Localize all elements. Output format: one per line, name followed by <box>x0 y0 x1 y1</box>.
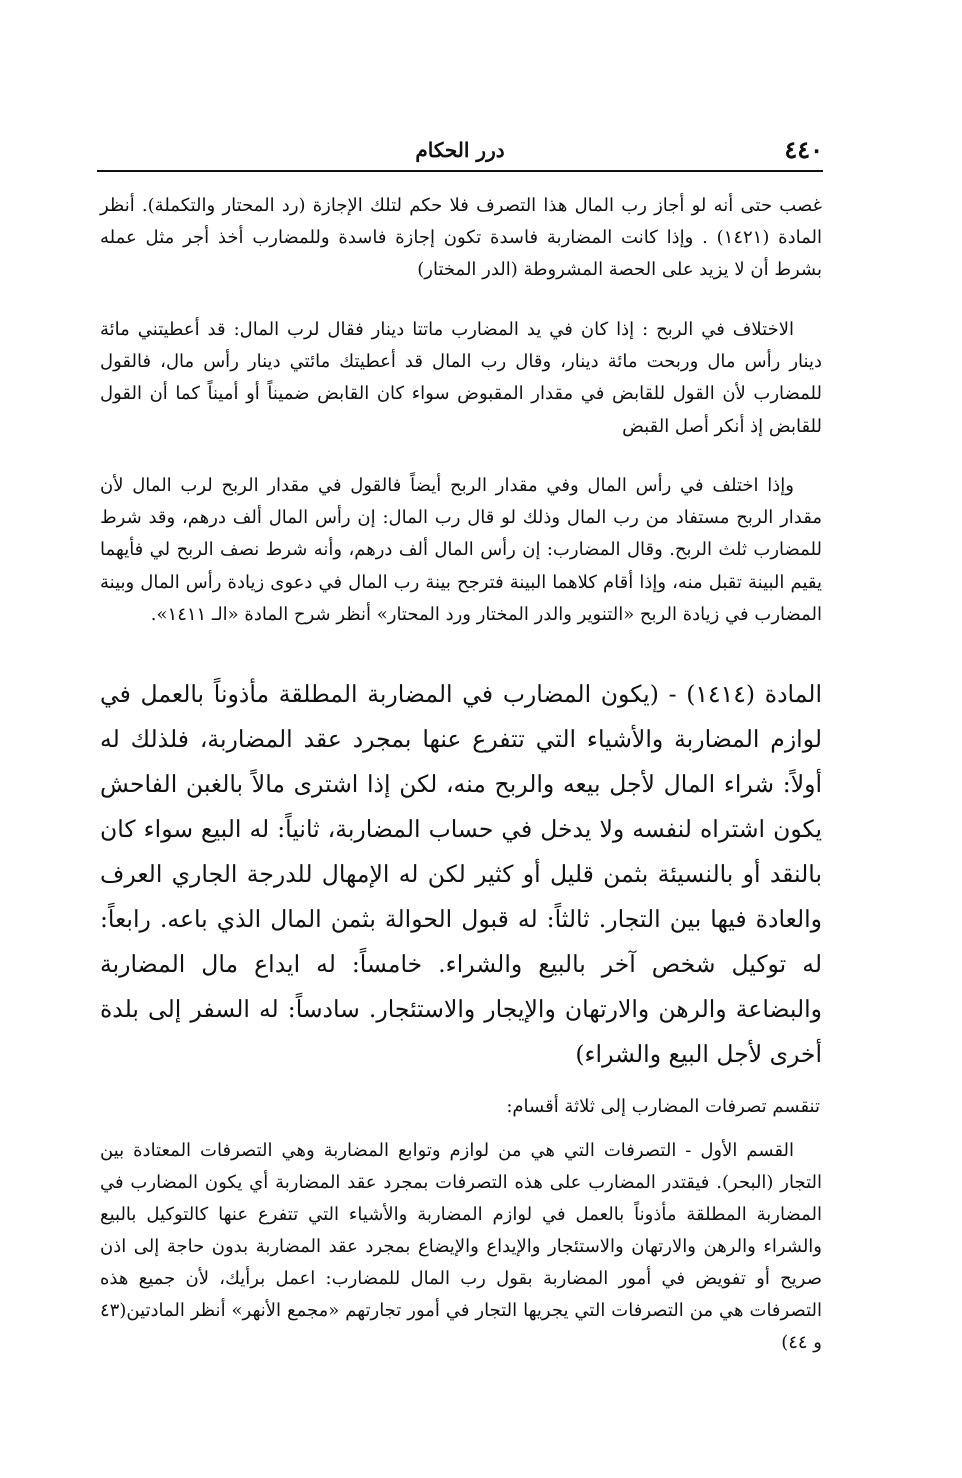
running-title: درر الحكام <box>415 138 505 162</box>
note-paragraph-1 <box>100 190 822 287</box>
note-paragraph-2 <box>100 314 822 443</box>
article-1414 <box>100 672 822 1077</box>
page-header <box>97 134 823 166</box>
page-number: ٤٤٠ <box>784 135 823 164</box>
division-heading: تنقسم تصرفات المضارب إلى ثلاثة أقسام: <box>506 1096 820 1117</box>
note-text-3: وإذا اختلف في رأس المال وفي مقدار الربح أيضاً فالقول في مقدار الربح لرب المال لأن مقدار الربح مستفاد من رب المال وذلك لو قال رب المال: إن رأس المال ألف درهم، وقد شرط للمضارب ثلث الربح. وقال المضارب: إن رأس المال ألف درهم، وأنه شرط نصف الربح لي فأيهما يقيم البينة تقبل منه، وإذا أقام كلاهما البينة فترجح بينة رب المال في دعوى زيادة رأس المال وبينة المضارب في زيادة الربح «التنوير والدر المختار ورد المحتار» أنظر شرح المادة «الـ ١٤١١». <box>100 475 822 625</box>
section-1-text: القسم الأول - التصرفات التي هي من لوازم وتوابع المضاربة وهي التصرفات المعتادة بين التجار (البحر). فيقتدر المضارب على هذه التصرفات بمجرد عقد المضاربة أي يكون المضارب في المضاربة المطلقة مأذوناً بالعمل في لوازم المضاربة والأشياء التي تتفرع عنها كالتوكيل بالبيع والشراء والرهن والارتهان والاستئجار والإيداع والإيضاع بمجرد عقد المضاربة بدون حاجة إلى اذن صريح أو تفويض في أمور المضاربة بقول رب المال للمضارب: اعمل برأيك، لأن جميع هذه التصرفات هي من التصرفات التي يجريها التجار في أمور تجارتهم «مجمع الأنهر» أنظر المادتين(٤٣ و ٤٤) <box>100 1140 822 1353</box>
note-text-1: غصب حتى أنه لو أجاز رب المال هذا التصرف فلا حكم لتلك الإجازة (رد المحتار والتكملة). أنظر المادة (١٤٢١) . وإذا كانت المضاربة فاسدة تكون إجازة فاسدة وللمضارب أخذ أجر مثل عمله بشرط أن لا يزيد على الحصة المشروطة (الدر المختار) <box>100 195 822 281</box>
note-paragraph-3 <box>100 470 822 631</box>
article-text: المادة (١٤١٤) - (يكون المضارب في المضاربة المطلقة مأذوناً بالعمل في لوازم المضاربة والأشياء التي تتفرع عنها بمجرد عقد المضاربة، فلذلك له أولاً: شراء المال لأجل بيعه والربح منه، لكن إذا اشترى مالاً بالغبن الفاحش يكون اشتراه لنفسه ولا يدخل في حساب المضاربة، ثانياً: له البيع سواء كان بالنقد أو بالنسيئة بثمن قليل أو كثير لكن له الإمهال للدرجة الجاري العرف والعادة فيها بين التجار. ثالثاً: له قبول الحوالة بثمن المال الذي باعه. رابعاً: له توكيل شخص آخر بالبيع والشراء. خامساً: له ايداع مال المضاربة والبضاعة والرهن والارتهان والإيجار والاستئجار. سادساً: له السفر إلى بلدة أخرى لأجل البيع والشراء) <box>100 680 822 1068</box>
section-1-paragraph <box>100 1135 822 1359</box>
header-rule <box>97 170 823 172</box>
note-text-2: الاختلاف في الربح : إذا كان في يد المضارب ماتتا دينار فقال لرب المال: قد أعطيتني مائة دينار رأس مال وربحت مائة دينار، وقال رب المال قد أعطيتك مائتي دينار رأس مال، فالقول للمضارب لأن القول للقابض في مقدار المقبوض سواء كان القابض ضميناً أو أميناً كما أن القول للقابض إذ أنكر أصل القبض <box>100 319 822 437</box>
